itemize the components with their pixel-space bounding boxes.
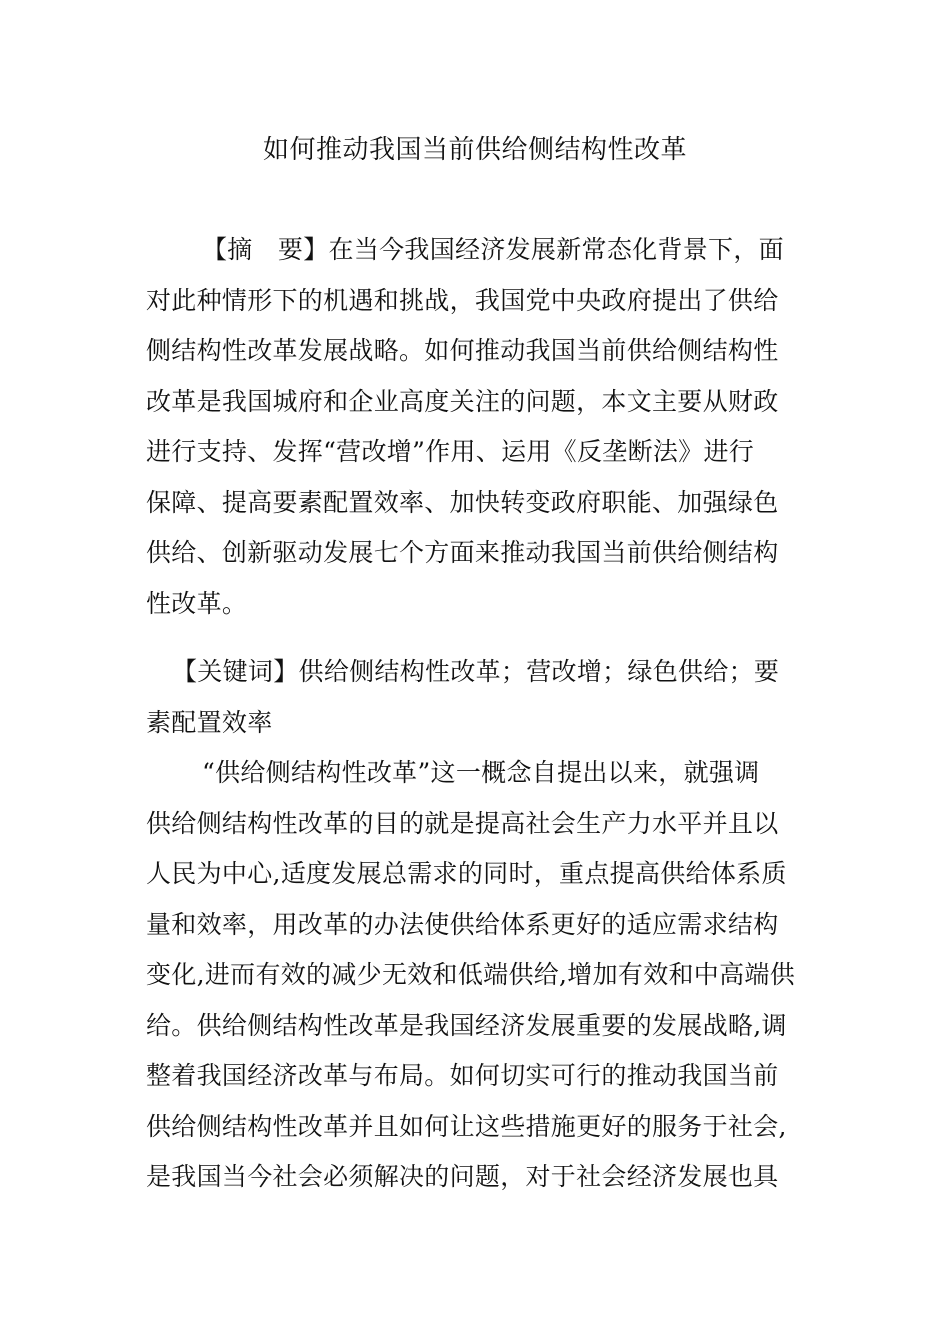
body-line: 是我国当今社会必须解决的问题，对于社会经济发展也具 <box>146 1162 779 1191</box>
abstract-line: 改革是我国城府和企业高度关注的问题，本文主要从财政 <box>146 386 779 416</box>
abstract-label: 【摘 要】 <box>202 235 329 264</box>
document-title: 如何推动我国当前供给侧结构性改革 <box>262 135 687 165</box>
body-line: 整着我国经济改革与布局。如何切实可行的推动我国当前 <box>146 1061 779 1090</box>
body-line: “供给侧结构性改革”这一概念自提出以来，就强调 <box>202 758 760 787</box>
body-paragraph <box>146 748 796 1203</box>
abstract-line: 保障、提高要素配置效率、加快转变政府职能、加强绿色 <box>146 487 779 517</box>
abstract-line: 进行支持、发挥“营改增”作用、运用《反垄断法》进行 <box>146 437 755 466</box>
abstract-line: 侧结构性改革发展战略。如何推动我国当前供给侧结构性 <box>146 336 779 365</box>
keywords-line: 素配置效率 <box>146 707 273 737</box>
body-line: 人民为中心,适度发展总需求的同时，重点提高供给体系质 <box>146 859 787 888</box>
body-line: 给。供给侧结构性改革是我国经济发展重要的发展战略,调 <box>146 1010 787 1040</box>
abstract-line: 供给、创新驱动发展七个方面来推动我国当前供给侧结构 <box>146 538 779 567</box>
body-line: 变化,进而有效的减少无效和低端供给,增加有效和中高端供 <box>146 960 795 989</box>
abstract-line <box>146 225 796 276</box>
abstract-text: 在当今我国经济发展新常态化背景下，面 <box>328 235 784 264</box>
keywords-line <box>146 647 796 698</box>
keywords-label: 【关键词】 <box>172 657 299 686</box>
abstract-section <box>146 225 796 629</box>
abstract-line: 对此种情形下的机遇和挑战，我国党中央政府提出了供给 <box>146 285 779 315</box>
abstract-line: 性改革。 <box>146 588 248 618</box>
body-line: 供给侧结构性改革并且如何让这些措施更好的服务于社会, <box>146 1111 787 1141</box>
body-line: 供给侧结构性改革的目的就是提高社会生产力水平并且以 <box>146 808 779 838</box>
keywords-text: 供给侧结构性改革；营改增；绿色供给；要 <box>298 657 780 686</box>
body-line: 量和效率，用改革的办法使供给体系更好的适应需求结构 <box>146 909 779 939</box>
keywords-section <box>146 647 796 748</box>
